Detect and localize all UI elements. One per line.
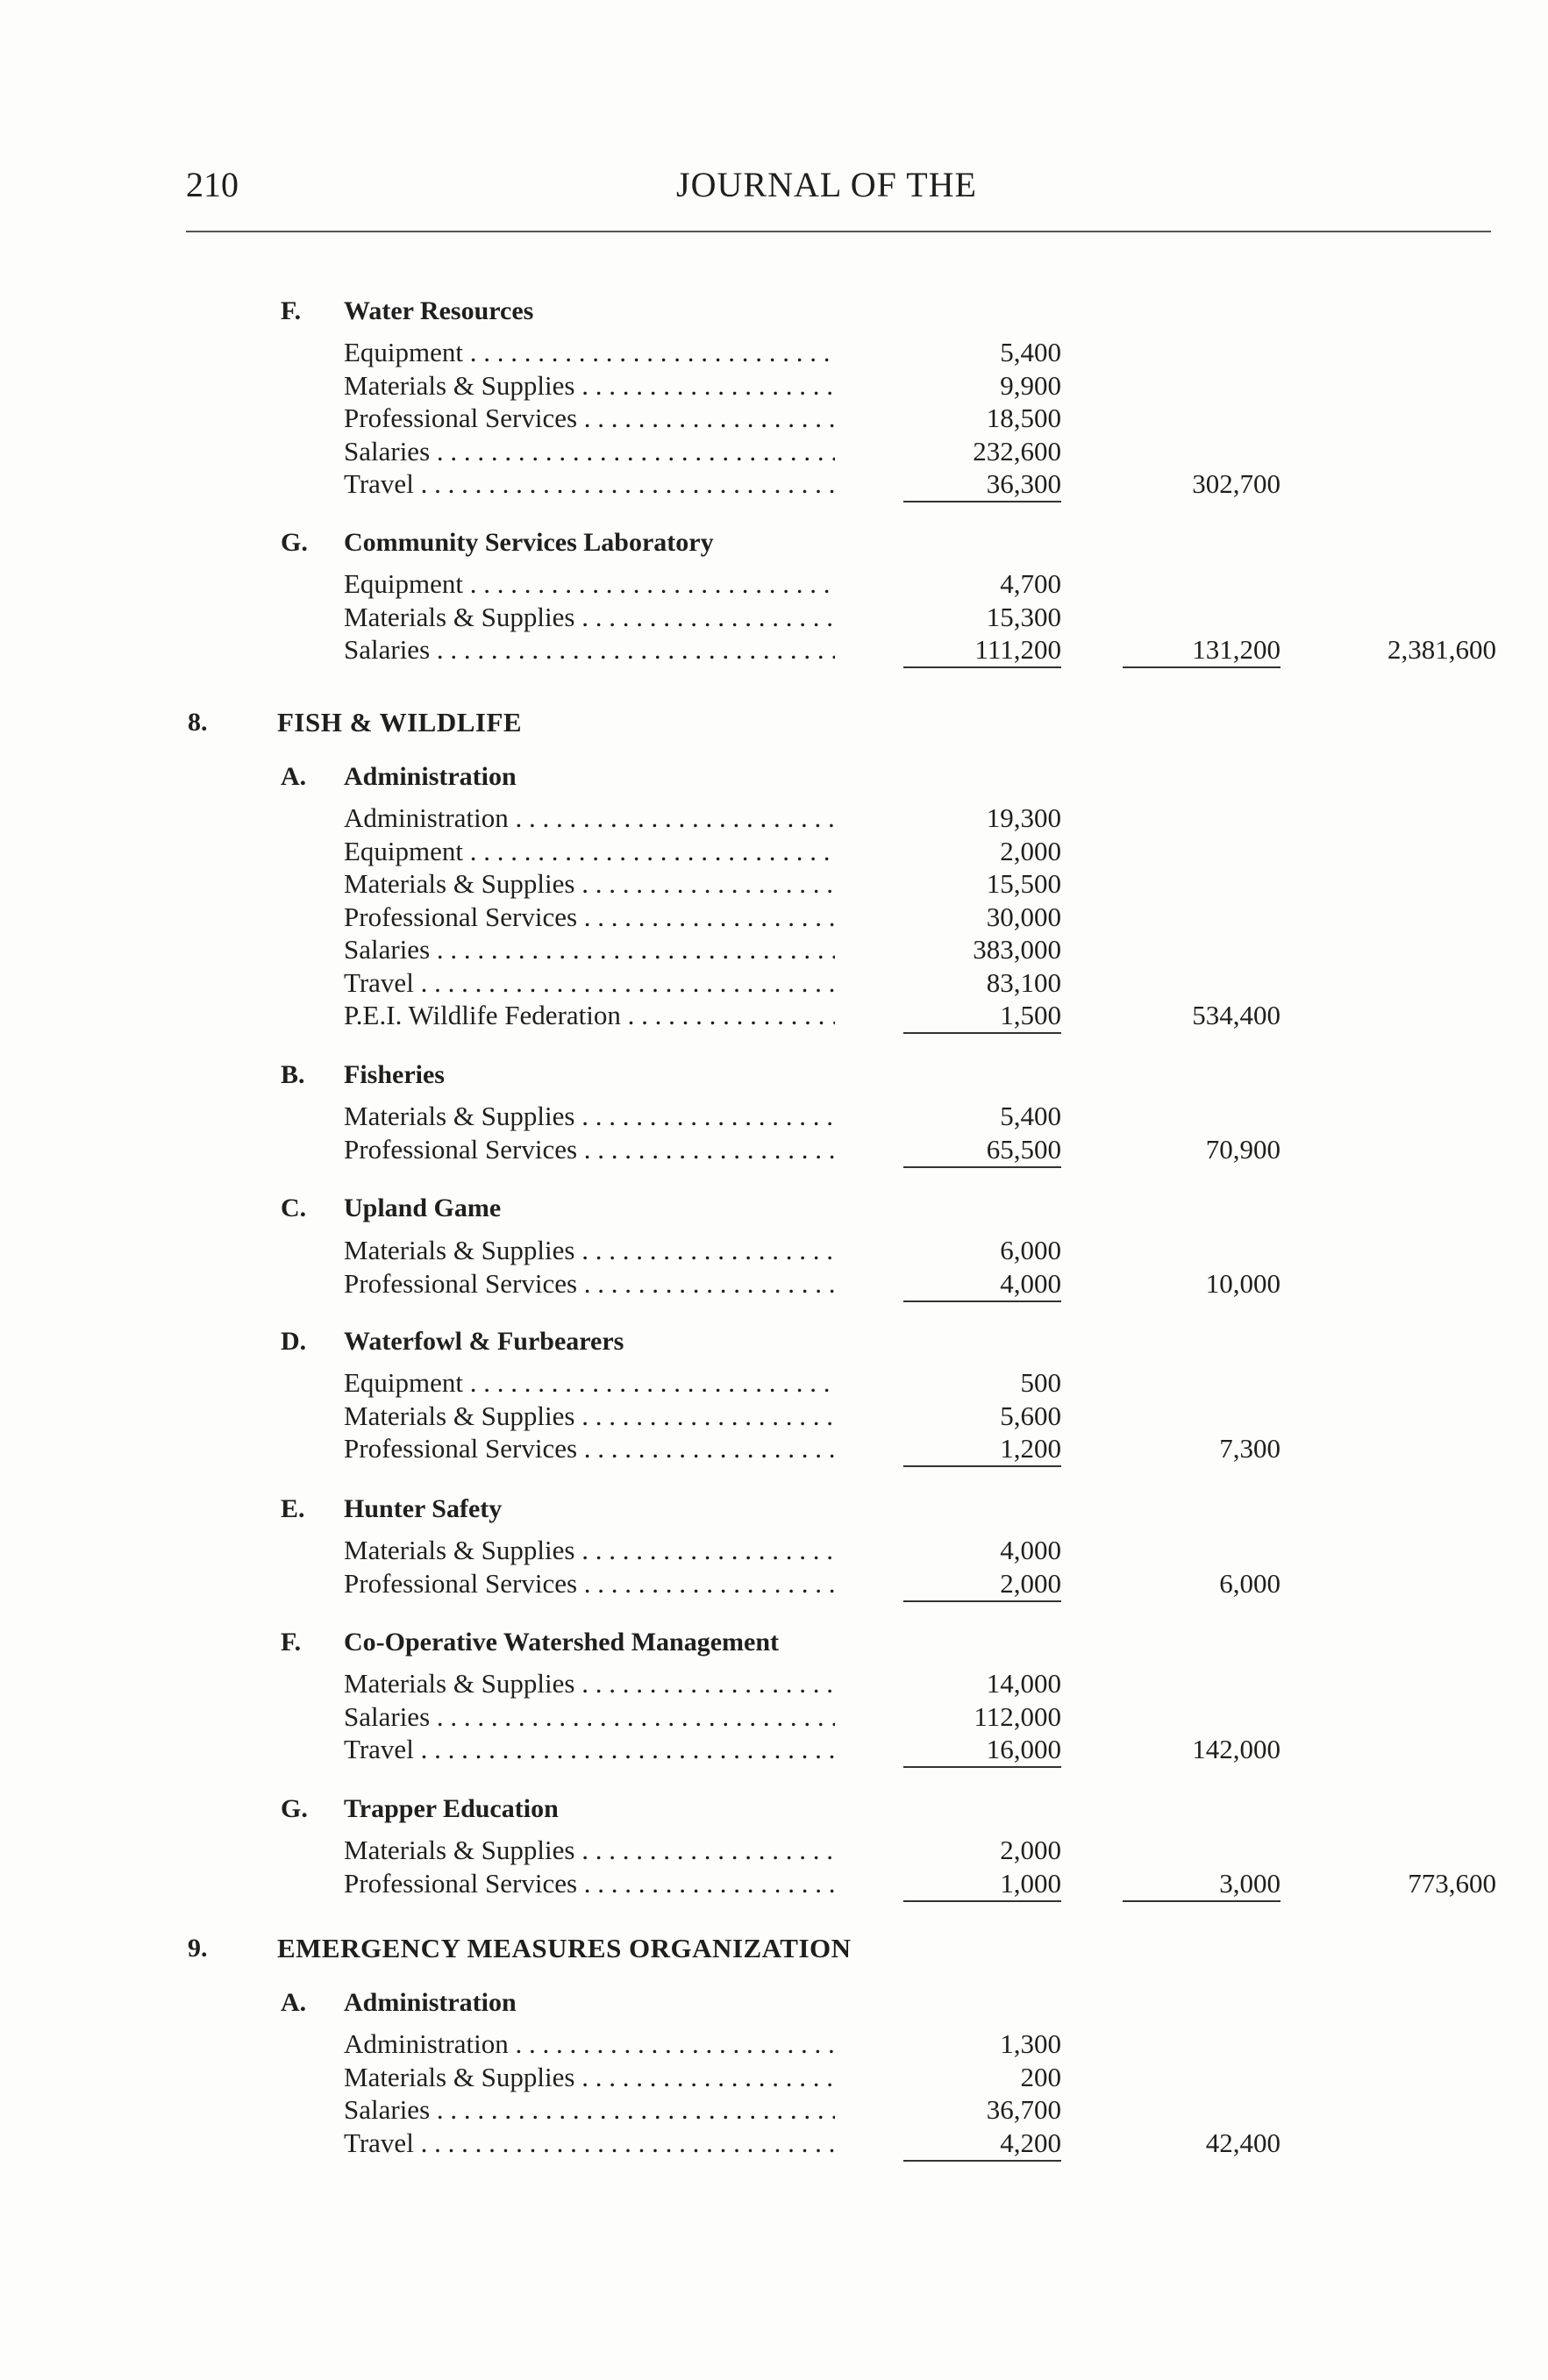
line-item-amount: 500 [1020, 1367, 1061, 1398]
section-total: 773,600 [1408, 1868, 1496, 1899]
line-item-amount: 383,000 [973, 934, 1061, 965]
line-item-amount: 4,000 [1000, 1535, 1061, 1565]
line-item-amount: 1,500 [903, 999, 1061, 1034]
line-item [0, 336, 1548, 369]
line-item-amount: 4,000 [903, 1267, 1061, 1302]
line-item [0, 835, 1548, 868]
line-item-label: Professional Services . . . [344, 1267, 835, 1300]
line-item-amount: 232,600 [973, 436, 1061, 467]
line-item [0, 966, 1548, 1000]
line-item-amount: 1,300 [1000, 2028, 1061, 2059]
line-item-label: Professional Services . . . [344, 901, 835, 934]
line-item-amount: 36,300 [903, 467, 1061, 502]
section-title: FISH & WILDLIFE [277, 707, 523, 738]
line-item-amount: 14,000 [986, 1668, 1061, 1699]
subsection-total: 70,900 [1205, 1134, 1280, 1165]
line-item-label: Administration . . . [344, 2027, 835, 2061]
line-item [0, 601, 1548, 634]
line-item [0, 1234, 1548, 1267]
subsection-total: 7,300 [1219, 1433, 1280, 1464]
line-item-amount: 4,700 [1000, 568, 1061, 599]
line-item-amount: 6,000 [1000, 1235, 1061, 1265]
line-item [0, 1867, 1548, 1900]
running-head: JOURNAL OF THE [676, 165, 977, 204]
line-item-label: Salaries . . . [344, 933, 835, 966]
line-item-amount: 65,500 [903, 1133, 1061, 1168]
line-item-amount: 111,200 [903, 633, 1061, 668]
subsection-title: Administration [344, 762, 517, 791]
subsection-total: 10,000 [1205, 1268, 1280, 1299]
line-item [0, 2127, 1548, 2160]
line-item-label: Materials & Supplies . . . [344, 1234, 835, 1267]
section-title: EMERGENCY MEASURES ORGANIZATION [277, 1933, 852, 1963]
line-item [0, 633, 1548, 666]
subsection-title: Trapper Education [344, 1794, 559, 1823]
line-item-label: Administration . . . [344, 802, 835, 835]
line-item-label: Professional Services . . . [344, 402, 835, 435]
line-item-label: Materials & Supplies . . . [344, 1534, 835, 1567]
subsection-letter: F. [281, 296, 302, 325]
subsection-title: Fisheries [344, 1060, 445, 1089]
line-item [0, 1534, 1548, 1567]
line-item [0, 1667, 1548, 1700]
subsection-letter: D. [281, 1327, 307, 1356]
line-item [0, 1100, 1548, 1133]
line-item-amount: 9,900 [1000, 370, 1061, 401]
line-item [0, 901, 1548, 934]
line-item [0, 435, 1548, 468]
line-item-label: Professional Services . . . [344, 1133, 835, 1166]
line-item-label: Materials & Supplies . . . [344, 1100, 835, 1133]
line-item [0, 933, 1548, 966]
subsection-title: Community Services Laboratory [344, 528, 714, 557]
line-item-label: Materials & Supplies . . . [344, 1400, 835, 1433]
line-item-label: Salaries . . . [344, 2093, 835, 2127]
subsection-title: Hunter Safety [344, 1494, 503, 1523]
line-item-amount: 112,000 [974, 1701, 1061, 1732]
line-item-amount: 2,000 [1000, 1835, 1061, 1865]
line-item-amount: 2,000 [1000, 836, 1061, 866]
line-item [0, 1834, 1548, 1867]
line-item-amount: 200 [1020, 2062, 1061, 2092]
subsection-title: Administration [344, 1988, 517, 2017]
line-item-amount: 15,500 [986, 868, 1061, 899]
subsection-total: 142,000 [1192, 1734, 1280, 1764]
section-total: 2,381,600 [1387, 634, 1496, 665]
subsection-total: 42,400 [1205, 2127, 1280, 2158]
subsection-letter: B. [281, 1060, 305, 1089]
section-number: 8. [188, 708, 208, 737]
line-item [0, 1366, 1548, 1400]
line-item-amount: 15,300 [986, 602, 1061, 632]
line-item [0, 999, 1548, 1032]
line-item [0, 867, 1548, 901]
header-rule [186, 231, 1491, 232]
line-item [0, 802, 1548, 835]
subsection-letter: A. [281, 1988, 307, 2017]
line-item-amount: 19,300 [986, 802, 1061, 833]
subsection-title: Co-Operative Watershed Management [344, 1628, 780, 1657]
line-item-amount: 30,000 [986, 901, 1061, 932]
line-item-label: Materials & Supplies . . . [344, 1834, 835, 1867]
line-item-amount: 18,500 [986, 403, 1061, 433]
line-item-label: Professional Services . . . [344, 1432, 835, 1465]
subsection-letter: G. [281, 1794, 308, 1823]
subsection-letter: A. [281, 762, 307, 791]
line-item [0, 2061, 1548, 2094]
line-item-amount: 5,600 [1000, 1400, 1061, 1431]
subsection-title: Water Resources [344, 296, 534, 325]
line-item [0, 369, 1548, 403]
line-item-amount: 5,400 [1000, 1101, 1061, 1131]
subsection-total: 302,700 [1192, 468, 1280, 499]
line-item-amount: 1,200 [903, 1432, 1061, 1467]
subsection-total: 3,000 [1123, 1867, 1280, 1902]
line-item [0, 1267, 1548, 1300]
subsection-letter: C. [281, 1194, 307, 1222]
subsection-total: 6,000 [1219, 1568, 1280, 1599]
line-item-label: Travel . . . [344, 1733, 835, 1766]
line-item [0, 402, 1548, 435]
line-item-label: P.E.I. Wildlife Federation . . . [344, 999, 835, 1032]
line-item [0, 1700, 1548, 1734]
subsection-title: Waterfowl & Furbearers [344, 1327, 624, 1356]
line-item-label: Equipment . . . [344, 835, 835, 868]
line-item-label: Materials & Supplies . . . [344, 1667, 835, 1700]
subsection-total: 131,200 [1123, 633, 1280, 668]
subsection-title: Upland Game [344, 1194, 502, 1222]
line-item-label: Materials & Supplies . . . [344, 867, 835, 901]
line-item-label: Professional Services . . . [344, 1567, 835, 1600]
line-item-label: Equipment . . . [344, 1366, 835, 1400]
line-item-label: Travel . . . [344, 467, 835, 501]
line-item-label: Materials & Supplies . . . [344, 601, 835, 634]
line-item-label: Materials & Supplies . . . [344, 2061, 835, 2094]
line-item-label: Professional Services . . . [344, 1867, 835, 1900]
line-item-label: Travel . . . [344, 966, 835, 1000]
line-item [0, 1133, 1548, 1166]
page-number: 210 [186, 165, 239, 204]
line-item [0, 2027, 1548, 2061]
subsection-total: 534,400 [1192, 1000, 1280, 1030]
line-item [0, 2093, 1548, 2127]
line-item [0, 1400, 1548, 1433]
line-item-label: Materials & Supplies . . . [344, 369, 835, 403]
line-item [0, 1432, 1548, 1465]
line-item [0, 467, 1548, 501]
subsection-letter: G. [281, 528, 308, 557]
line-item-amount: 4,200 [903, 2127, 1061, 2162]
line-item [0, 1567, 1548, 1600]
line-item-label: Equipment . . . [344, 336, 835, 369]
subsection-letter: F. [281, 1628, 302, 1657]
line-item [0, 567, 1548, 601]
line-item-amount: 83,100 [986, 967, 1061, 998]
section-number: 9. [188, 1934, 208, 1963]
line-item-amount: 16,000 [903, 1733, 1061, 1768]
line-item-label: Travel . . . [344, 2127, 835, 2160]
line-item-amount: 2,000 [903, 1567, 1061, 1602]
line-item-label: Salaries . . . [344, 633, 835, 666]
line-item-amount: 36,700 [986, 2094, 1061, 2125]
line-item-label: Salaries . . . [344, 435, 835, 468]
line-item-label: Equipment . . . [344, 567, 835, 601]
line-item-label: Salaries . . . [344, 1700, 835, 1734]
line-item-amount: 1,000 [903, 1867, 1061, 1902]
line-item-amount: 5,400 [1000, 337, 1061, 367]
line-item [0, 1733, 1548, 1766]
subsection-letter: E. [281, 1494, 305, 1523]
